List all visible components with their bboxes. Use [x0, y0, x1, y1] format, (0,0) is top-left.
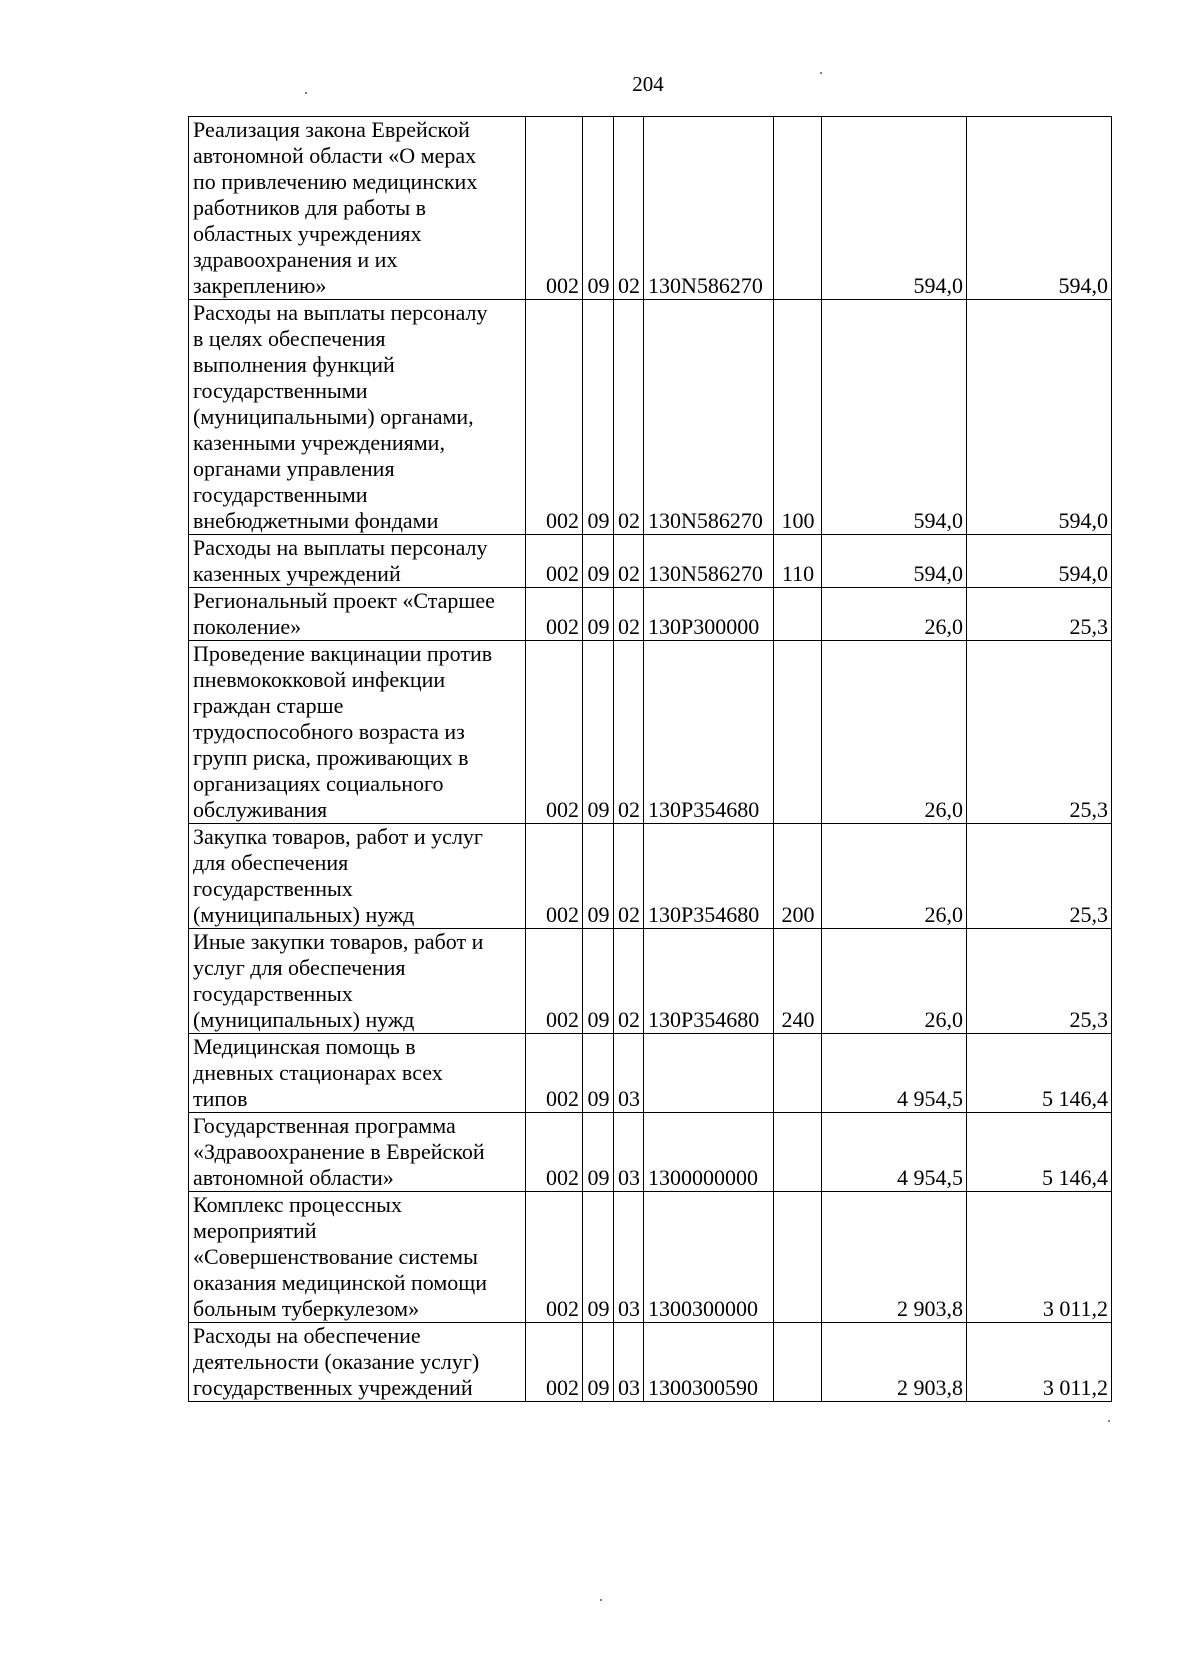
row-name: Закупка товаров, работ и услуг для обеспечения государственных (муниципальных) нужд	[189, 824, 526, 929]
ved-cell: 002	[526, 1323, 583, 1402]
table-row	[189, 117, 1112, 300]
vr-cell: 100	[774, 300, 822, 535]
pr-cell: 02	[614, 824, 644, 929]
sum-1-cell: 26,0	[822, 824, 967, 929]
rz-cell: 09	[583, 588, 614, 641]
table-row	[189, 641, 1112, 824]
rz-cell: 09	[583, 1192, 614, 1323]
rz-cell: 09	[583, 300, 614, 535]
row-name: Региональный проект «Старшее поколение»	[189, 588, 526, 641]
row-name: Реализация закона Еврейской автономной области «О мерах по привлечению медицинских работников для работы в областных учреждениях здравоохранения и их закреплению»	[189, 117, 526, 300]
row-name: Расходы на обеспечение деятельности (оказание услуг) государственных учреждений	[189, 1323, 526, 1402]
pr-cell: 02	[614, 588, 644, 641]
rz-cell: 09	[583, 1034, 614, 1113]
ved-cell: 002	[526, 1192, 583, 1323]
vr-cell	[774, 641, 822, 824]
csr-cell: 1300300590	[644, 1323, 774, 1402]
pr-cell: 03	[614, 1034, 644, 1113]
ved-cell: 002	[526, 1034, 583, 1113]
vr-cell	[774, 117, 822, 300]
table-row	[189, 929, 1112, 1034]
scan-speck	[600, 1599, 602, 1601]
table-row	[189, 824, 1112, 929]
sum-2-cell: 5 146,4	[967, 1034, 1112, 1113]
vr-cell: 200	[774, 824, 822, 929]
rz-cell: 09	[583, 535, 614, 588]
sum-1-cell: 2 903,8	[822, 1323, 967, 1402]
sum-2-cell: 5 146,4	[967, 1113, 1112, 1192]
sum-2-cell: 25,3	[967, 824, 1112, 929]
scan-speck	[820, 72, 822, 74]
sum-1-cell: 26,0	[822, 929, 967, 1034]
rz-cell: 09	[583, 1323, 614, 1402]
table-row	[189, 1113, 1112, 1192]
ved-cell: 002	[526, 1113, 583, 1192]
csr-cell: 1300300000	[644, 1192, 774, 1323]
table-row	[189, 535, 1112, 588]
vr-cell	[774, 1192, 822, 1323]
csr-cell: 130P300000	[644, 588, 774, 641]
vr-cell	[774, 588, 822, 641]
sum-1-cell: 2 903,8	[822, 1192, 967, 1323]
ved-cell: 002	[526, 641, 583, 824]
pr-cell: 02	[614, 929, 644, 1034]
sum-2-cell: 594,0	[967, 117, 1112, 300]
vr-cell	[774, 1034, 822, 1113]
scan-speck	[305, 92, 307, 94]
table-row	[189, 588, 1112, 641]
pr-cell: 03	[614, 1113, 644, 1192]
row-name: Проведение вакцинации против пневмококковой инфекции граждан старше трудоспособного возраста из групп риска, проживающих в организациях социального обслуживания	[189, 641, 526, 824]
ved-cell: 002	[526, 535, 583, 588]
rz-cell: 09	[583, 117, 614, 300]
rz-cell: 09	[583, 641, 614, 824]
ved-cell: 002	[526, 117, 583, 300]
sum-1-cell: 4 954,5	[822, 1034, 967, 1113]
sum-1-cell: 26,0	[822, 641, 967, 824]
rz-cell: 09	[583, 1113, 614, 1192]
sum-2-cell: 594,0	[967, 535, 1112, 588]
vr-cell: 240	[774, 929, 822, 1034]
ved-cell: 002	[526, 300, 583, 535]
table-row	[189, 300, 1112, 535]
sum-2-cell: 3 011,2	[967, 1192, 1112, 1323]
sum-1-cell: 594,0	[822, 117, 967, 300]
budget-table	[188, 116, 1112, 1402]
rz-cell: 09	[583, 824, 614, 929]
csr-cell: 130N586270	[644, 300, 774, 535]
csr-cell	[644, 1034, 774, 1113]
csr-cell: 130P354680	[644, 641, 774, 824]
row-name: Иные закупки товаров, работ и услуг для обеспечения государственных (муниципальных) нужд	[189, 929, 526, 1034]
ved-cell: 002	[526, 929, 583, 1034]
csr-cell: 130N586270	[644, 117, 774, 300]
csr-cell: 130P354680	[644, 824, 774, 929]
sum-1-cell: 26,0	[822, 588, 967, 641]
csr-cell: 1300000000	[644, 1113, 774, 1192]
pr-cell: 02	[614, 535, 644, 588]
row-name: Расходы на выплаты персоналу в целях обеспечения выполнения функций государственными (муниципальными) органами, казенными учреждениями, органами управления государственными внебюджетными фондами	[189, 300, 526, 535]
page-number: 204	[632, 72, 664, 96]
sum-1-cell: 594,0	[822, 535, 967, 588]
sum-2-cell: 25,3	[967, 641, 1112, 824]
rz-cell: 09	[583, 929, 614, 1034]
pr-cell: 02	[614, 117, 644, 300]
row-name: Расходы на выплаты персоналу казенных учреждений	[189, 535, 526, 588]
sum-1-cell: 4 954,5	[822, 1113, 967, 1192]
ved-cell: 002	[526, 588, 583, 641]
vr-cell	[774, 1323, 822, 1402]
sum-2-cell: 594,0	[967, 300, 1112, 535]
table-row	[189, 1192, 1112, 1323]
ved-cell: 002	[526, 824, 583, 929]
vr-cell	[774, 1113, 822, 1192]
pr-cell: 03	[614, 1323, 644, 1402]
table-row	[189, 1323, 1112, 1402]
vr-cell: 110	[774, 535, 822, 588]
sum-2-cell: 3 011,2	[967, 1323, 1112, 1402]
table-row	[189, 1034, 1112, 1113]
scan-speck	[1108, 1420, 1110, 1422]
pr-cell: 03	[614, 1192, 644, 1323]
csr-cell: 130N586270	[644, 535, 774, 588]
pr-cell: 02	[614, 300, 644, 535]
sum-2-cell: 25,3	[967, 929, 1112, 1034]
sum-2-cell: 25,3	[967, 588, 1112, 641]
csr-cell: 130P354680	[644, 929, 774, 1034]
sum-1-cell: 594,0	[822, 300, 967, 535]
row-name: Государственная программа «Здравоохранение в Еврейской автономной области»	[189, 1113, 526, 1192]
row-name: Медицинская помощь в дневных стационарах всех типов	[189, 1034, 526, 1113]
row-name: Комплекс процессных мероприятий «Совершенствование системы оказания медицинской помощи больным туберкулезом»	[189, 1192, 526, 1323]
pr-cell: 02	[614, 641, 644, 824]
